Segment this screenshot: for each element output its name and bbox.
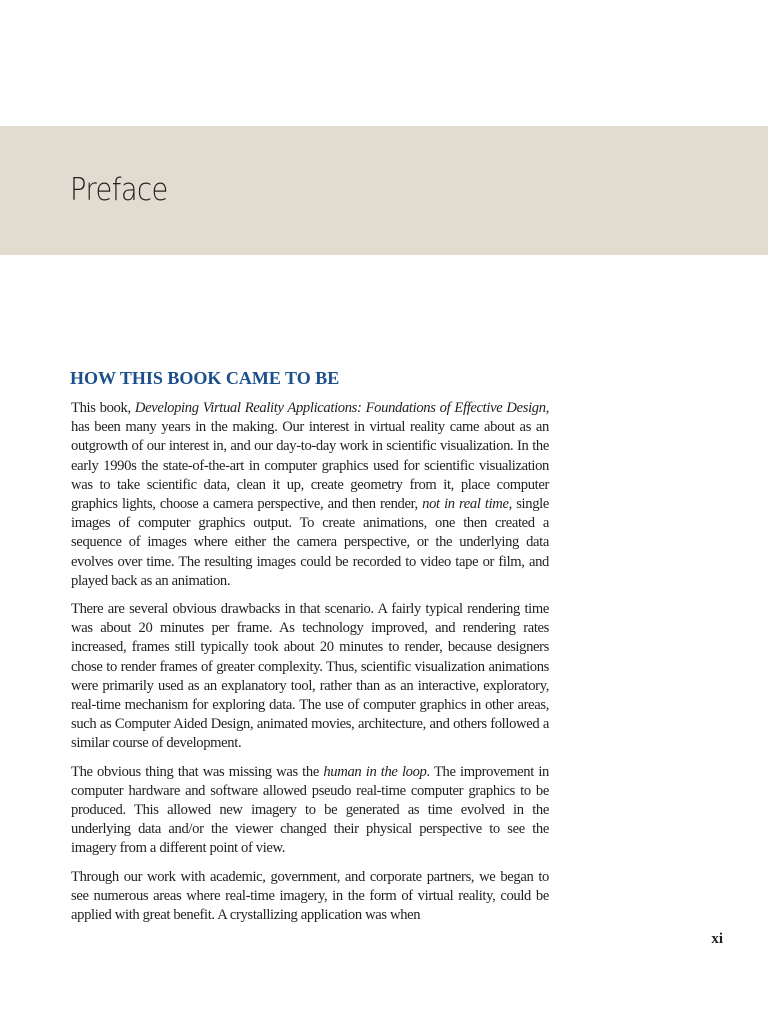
- paragraph-text: . The improvement in computer hardware and software allowed pseudo real-time computer graphics to be produced. This allowed new imagery to be generated as time evolved in the underlying data and/or the viewer changed their physical perspective to see the imagery from a different point of view.: [71, 763, 549, 857]
- page-number: xi: [711, 931, 723, 947]
- paragraph-text: This book,: [71, 400, 135, 416]
- paragraph: [71, 763, 549, 859]
- paragraph-text: single images of computer graphics output. To create animations, one then created a sequence of images where either the camera perspective, or the underlying data evolves over time. The resulting images could be recorded to video tape or film, and played back as an animation.: [71, 496, 549, 589]
- body-text: [71, 399, 549, 934]
- section-heading: HOW THIS BOOK CAME TO BE: [70, 368, 340, 388]
- paragraph: [71, 399, 549, 591]
- paragraph: Through our work with academic, government, and corporate partners, we began to see numerous areas where real-time imagery, in the form of virtual reality, could be applied with great benefit. A crystallizing application was when: [71, 868, 549, 924]
- paragraph-text: The obvious thing that was missing was the: [71, 763, 324, 780]
- emphasis-text: not in real time,: [422, 496, 512, 513]
- chapter-title: Preface: [70, 172, 168, 208]
- emphasis-text: human in the loop: [323, 763, 427, 780]
- book-title-emphasis: Developing Virtual Reality Applications: Foundations of Effective Design: [134, 400, 546, 416]
- paragraph: There are several obvious drawbacks in that scenario. A fairly typical rendering time was about 20 minutes per frame. As technology improved, and rendering rates increased, frames still typically took about 20 minutes to render, because designers chose to render frames of greater complexity. Thus, scientific visualization animations were primarily used as an explanatory tool, rather than as an interactive, exploratory, real-time mechanism for exploring data. The use of computer graphics in other areas, such as Computer Aided Design, animated movies, architecture, and others followed a similar course of development.: [71, 601, 549, 752]
- paragraph-text: , has been many years in the making. Our interest in virtual reality came about as an outgrowth of our interest in, and our day-to-day work in scientific visualization. In the early 1990s the state-of-the-art in computer graphics used for scientific visualization was to take scientific data, clean it up, create geometry from it, place computer graphics lights, choose a camera perspective, and then render,: [71, 400, 549, 513]
